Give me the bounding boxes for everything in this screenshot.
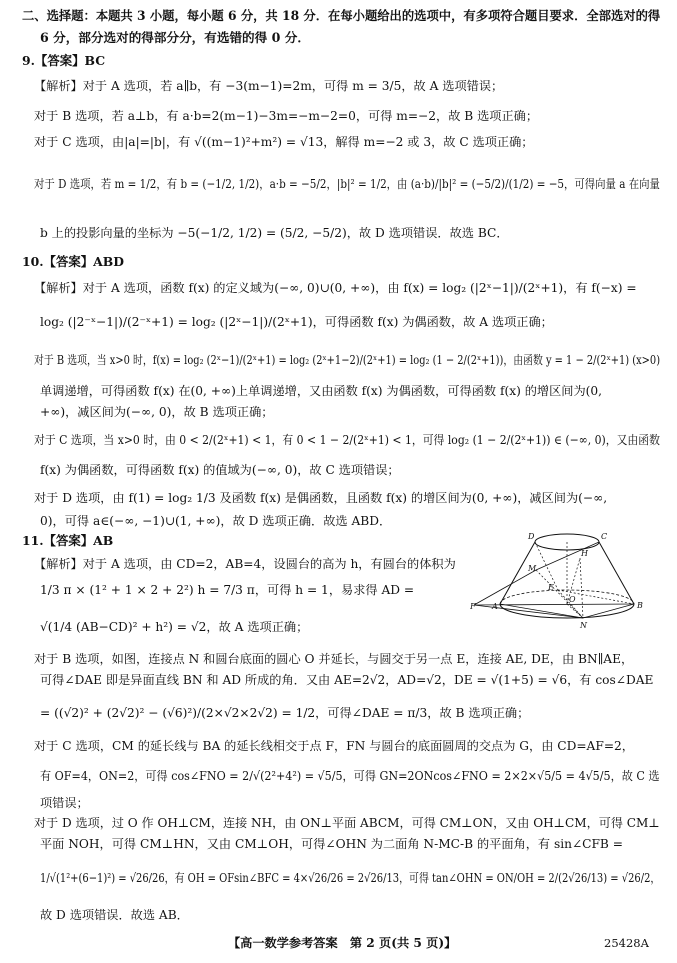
text-line: √(1/4 (AB−CD)² + h²) = √2，故 A 选项正确； <box>40 620 309 634</box>
text-line: 故 D 选项错误．故选 AB． <box>40 908 189 922</box>
text-line: 对于 B 选项，当 x>0 时，f(x) = log₂ (2ˣ−1)/(2ˣ+1) = log₂ (2ˣ+1−2)/(2ˣ+1) = log₂ (1 − 2/(2ˣ+1))，由函数 y = 1 − 2/(2ˣ+1) (x>0) <box>34 353 661 367</box>
text-line: 对于 D 选项，过 O 作 OH⊥CM，连接 NH，由 ON⊥平面 ABCM，可得 CM⊥ON，又由 OH⊥CM，可得 CM⊥ <box>34 816 660 830</box>
text-line: 11.【答案】AB <box>22 533 114 548</box>
label-c: C <box>601 532 608 541</box>
text-line: 0)，可得 a∈(−∞, −1)∪(1, +∞)，故 D 选项正确．故选 ABD． <box>40 514 392 528</box>
text-line: 二、选择题：本题共 3 小题，每小题 6 分，共 18 分．在每小题给出的选项中，有多项符合题目要求．全部选对的得 <box>22 8 661 23</box>
label-d: D <box>528 532 535 541</box>
label-h: H <box>581 549 588 558</box>
frustum-diagram <box>470 528 665 640</box>
footer-code: 25428A <box>604 936 649 950</box>
text-line: 6 分，部分选对的得部分分，有选错的得 0 分． <box>40 30 310 45</box>
text-line: log₂ (|2⁻ˣ−1|)/(2⁻ˣ+1) = log₂ (|2ˣ−1|)/(2ˣ+1)，可得函数 f(x) 为偶函数，故 A 选项正确； <box>40 315 553 329</box>
label-a: A <box>492 602 498 611</box>
label-f: F <box>470 602 476 611</box>
text-line: 10.【答案】ABD <box>22 254 124 269</box>
text-line: b 上的投影向量的坐标为 −5(−1/2, 1/2) = (5/2, −5/2)，故 D 选项错误．故选 BC． <box>40 226 509 240</box>
text-line: 1/√(1²+(6−1)²) = √26/26，有 OH = OFsin∠BFC = 4×√26/26 = 2√26/13，可得 tan∠OHN = ON/OH = 2/(2√26/13) = √26/2， <box>40 871 661 885</box>
text-line: 对于 C 选项，由|a|=|b|，有 √((m−1)²+m²) = √13，解得 m=−2 或 3，故 C 选项正确； <box>34 135 534 149</box>
text-line: 可得∠DAE 即是异面直线 BN 和 AD 所成的角．又由 AE=2√2，AD=√2，DE = √(1+5) = √6，有 cos∠DAE <box>40 673 654 687</box>
text-line: 单调递增，可得函数 f(x) 在(0, +∞)上单调递增，又由函数 f(x) 为偶函数，可得函数 f(x) 的增区间为(0, <box>40 384 603 398</box>
label-e: E <box>548 583 554 592</box>
text-line: 【解析】对于 A 选项，若 a∥b，有 −3(m−1)=2m，可得 m = 3/5，故 A 选项错误； <box>34 79 504 93</box>
text-line: 【高一数学参考答案 第 2 页(共 5 页)】 <box>228 936 457 950</box>
text-line: 对于 B 选项，如图，连接点 N 和圆台底面的圆心 O 并延长，与圆交于另一点 E，连接 AE, DE，由 BN∥AE， <box>34 652 634 666</box>
text-line: +∞)，减区间为(−∞, 0)，故 B 选项正确； <box>40 405 274 419</box>
label-m: M <box>528 564 537 573</box>
text-line: 1/3 π × (1² + 1 × 2 + 2²) h = 7/3 π，可得 h = 1，易求得 AD = <box>40 583 415 597</box>
text-line: 9.【答案】BC <box>22 53 106 68</box>
label-o: O <box>569 595 576 604</box>
text-line: f(x) 为偶函数，可得函数 f(x) 的值域为(−∞, 0)，故 C 选项错误； <box>40 463 400 477</box>
text-line: 项错误； <box>40 796 89 810</box>
text-line: = ((√2)² + (2√2)² − (√6)²)/(2×√2×2√2) = 1/2，可得∠DAE = π/3，故 B 选项正确； <box>40 706 530 720</box>
text-line: 对于 C 选项，当 x>0 时，由 0 < 2/(2ˣ+1) < 1，有 0 < 1 − 2/(2ˣ+1) < 1，可得 log₂ (1 − 2/(2ˣ+1)) ∈ (−∞, 0)，又由函数 <box>34 433 660 447</box>
text-line: 对于 D 选项，由 f(1) = log₂ 1/3 及函数 f(x) 是偶函数，且函数 f(x) 的增区间为(0, +∞)，减区间为(−∞, <box>34 491 608 505</box>
label-n: N <box>580 621 587 630</box>
text-line: 对于 C 选项，CM 的延长线与 BA 的延长线相交于点 F，FN 与圆台的底面圆周的交点为 G，由 CD=AF=2， <box>34 739 634 753</box>
text-line: 对于 B 选项，若 a⊥b，有 a·b=2(m−1)−3m=−m−2=0，可得 m=−2，故 B 选项正确； <box>34 109 539 123</box>
text-line: 有 OF=4，ON=2，可得 cos∠FNO = 2/√(2²+4²) = √5/5，可得 GN=2ONcos∠FNO = 2×2×√5/5 = 4√5/5，故 C 选 <box>40 769 660 783</box>
text-line: 【解析】对于 A 选项，函数 f(x) 的定义域为(−∞, 0)∪(0, +∞)，由 f(x) = log₂ (|2ˣ−1|)/(2ˣ+1)，有 f(−x) = <box>34 281 637 295</box>
text-line: 对于 D 选项，若 m = 1/2，有 b = (−1/2, 1/2)，a·b = −5/2，|b|² = 1/2，由 (a·b)/|b|² = (−5/2)/(1/2) = −5，可得向量 a 在向量 <box>34 177 660 191</box>
label-b: B <box>637 601 643 610</box>
text-line: 平面 NOH，可得 CM⊥HN，又由 CM⊥OH，可得∠OHN 为二面角 N-MC-B 的平面角，有 sin∠CFB = <box>40 837 623 851</box>
text-line: 【解析】对于 A 选项，由 CD=2，AB=4，设圆台的高为 h，有圆台的体积为 <box>34 557 456 571</box>
